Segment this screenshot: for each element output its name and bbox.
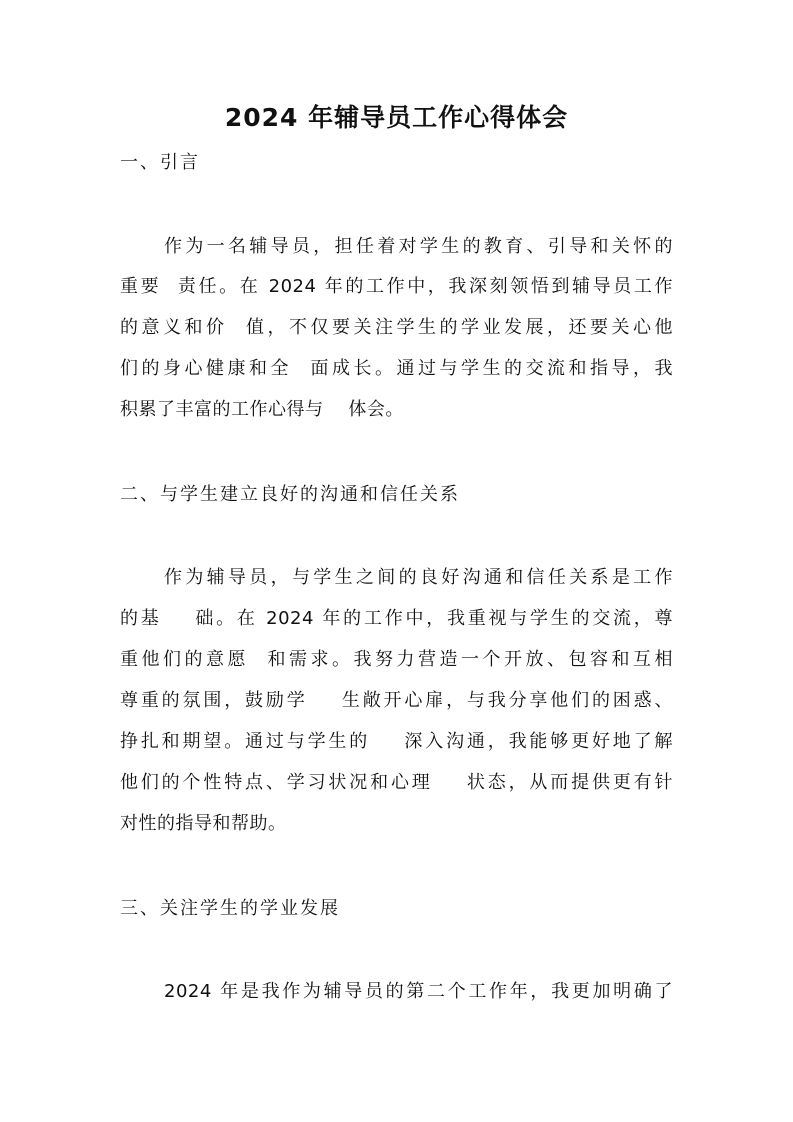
section-heading-communication: 二、与学生建立良好的沟通和信任关系 bbox=[120, 484, 460, 505]
paragraph-line: 作为辅导员，与学生之间的良好沟通和信任关系是工作 bbox=[164, 567, 673, 588]
paragraph-line: 积累了丰富的工作心得与 体会。 bbox=[120, 399, 404, 420]
paragraph-line: 的意义和价 值，不仅要关注学生的学业发展，还要关心他 bbox=[120, 317, 673, 338]
paragraph-line: 2024 年是我作为辅导员的第二个工作年，我更加明确了 bbox=[164, 981, 673, 1002]
paragraph-line: 重要 责任。在 2024 年的工作中，我深刻领悟到辅导员工作 bbox=[120, 276, 673, 297]
paragraph-line: 对性的指导和帮助。 bbox=[120, 813, 287, 834]
paragraph-line: 作为一名辅导员，担任着对学生的教育、引导和关怀的 bbox=[164, 236, 673, 257]
paragraph-line: 们的身心健康和全 面成长。通过与学生的交流和指导，我 bbox=[120, 358, 673, 379]
document-title: 2024 年辅导员工作心得体会 bbox=[224, 103, 569, 132]
paragraph-line: 重他们的意愿 和需求。我努力营造一个开放、包容和互相 bbox=[120, 649, 673, 670]
paragraph-line: 他们的个性特点、学习状况和心理 状态，从而提供更有针 bbox=[120, 772, 673, 793]
section-heading-intro: 一、引言 bbox=[120, 152, 200, 173]
paragraph-line: 尊重的氛围，鼓励学 生敞开心扉，与我分享他们的困惑、 bbox=[120, 690, 673, 711]
paragraph-line: 的基 础。在 2024 年的工作中，我重视与学生的交流，尊 bbox=[120, 608, 673, 629]
paragraph-line: 挣扎和期望。通过与学生的 深入沟通，我能够更好地了解 bbox=[120, 731, 673, 752]
section-heading-academic: 三、关注学生的学业发展 bbox=[120, 898, 340, 919]
